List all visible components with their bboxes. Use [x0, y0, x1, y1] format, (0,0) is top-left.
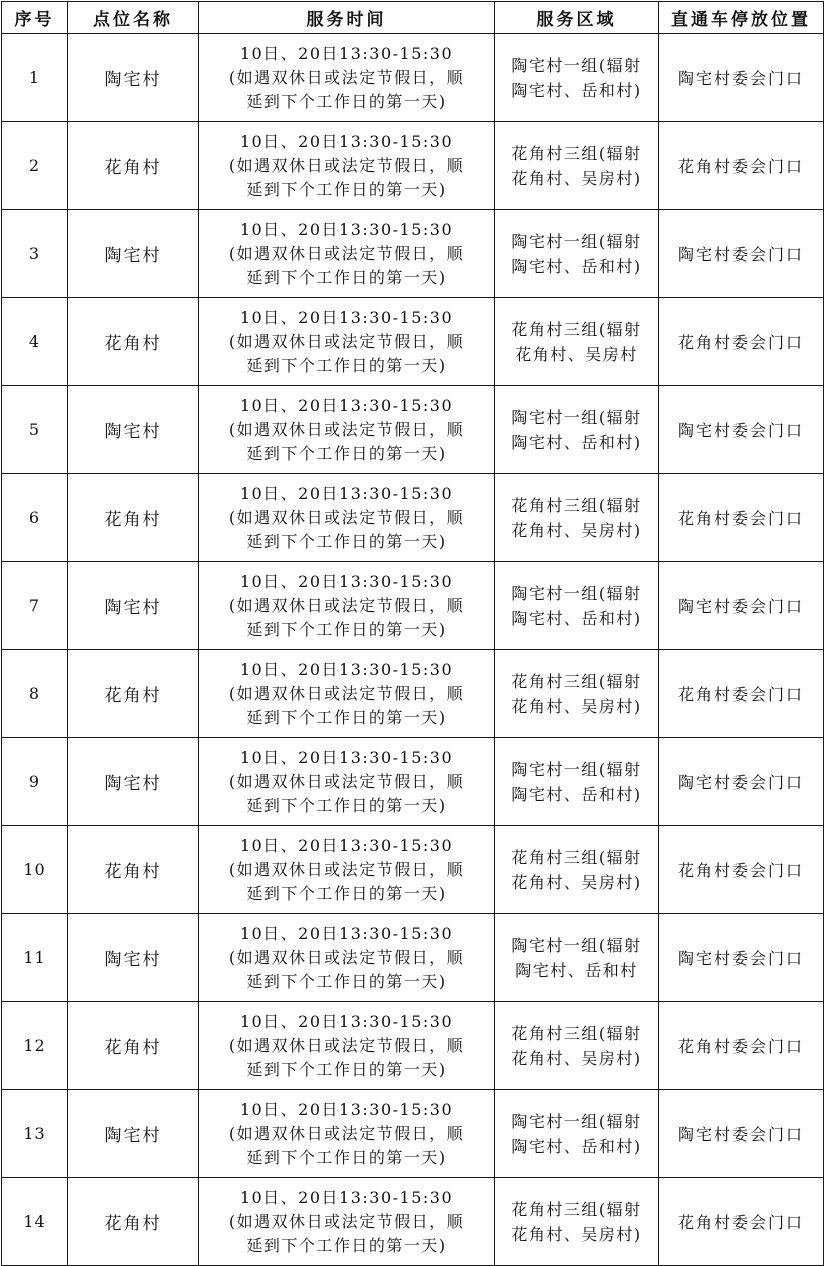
service-area-line: 花角村、吴房村) — [511, 1224, 642, 1244]
service-time-line: (如遇双休日或法定节假日，顺 — [228, 331, 465, 351]
serial-number-cell: 14 — [2, 1178, 68, 1266]
service-time-line: 延到下个工作日的第一天) — [246, 619, 447, 639]
service-time-cell — [199, 738, 495, 826]
service-area-line: 花角村三组(辐射 — [511, 495, 642, 515]
site-name-cell: 花角村 — [68, 298, 199, 386]
table-row — [2, 34, 824, 122]
service-area-line: 陶宅村一组(辐射 — [511, 231, 642, 251]
service-time-cell — [199, 1002, 495, 1090]
service-area-line: 花角村三组(辐射 — [511, 143, 642, 163]
service-area-line: 陶宅村、岳和村) — [511, 432, 642, 452]
table-row — [2, 210, 824, 298]
table-row — [2, 562, 824, 650]
table-row — [2, 650, 824, 738]
parking-location-cell: 陶宅村委会门口 — [659, 1090, 824, 1178]
parking-location-cell: 花角村委会门口 — [659, 1178, 824, 1266]
table-body — [2, 34, 824, 1266]
header-service-time: 服务时间 — [199, 2, 495, 34]
service-area-line: 陶宅村一组(辐射 — [511, 1111, 642, 1131]
service-time-line: (如遇双休日或法定节假日，顺 — [228, 507, 465, 527]
table-row — [2, 386, 824, 474]
serial-number-cell: 13 — [2, 1090, 68, 1178]
parking-location-cell: 陶宅村委会门口 — [659, 738, 824, 826]
serial-number-cell: 2 — [2, 122, 68, 210]
service-time-line: (如遇双休日或法定节假日，顺 — [228, 859, 465, 879]
service-time-cell — [199, 826, 495, 914]
service-time-line: 10日、20日13:30-15:30 — [239, 483, 454, 503]
service-time-line: (如遇双休日或法定节假日，顺 — [228, 683, 465, 703]
service-time-line: (如遇双休日或法定节假日，顺 — [228, 243, 465, 263]
service-area-cell — [495, 474, 659, 562]
site-name-cell: 陶宅村 — [68, 386, 199, 474]
service-time-line: 10日、20日13:30-15:30 — [239, 1011, 454, 1031]
service-time-cell — [199, 1178, 495, 1266]
service-area-cell — [495, 298, 659, 386]
table-header — [2, 2, 824, 34]
service-time-line: (如遇双休日或法定节假日，顺 — [228, 155, 465, 175]
service-time-line: 10日、20日13:30-15:30 — [239, 1099, 454, 1119]
service-time-cell — [199, 386, 495, 474]
service-area-line: 陶宅村、岳和村) — [511, 1136, 642, 1156]
service-time-line: (如遇双休日或法定节假日，顺 — [228, 595, 465, 615]
service-area-line: 陶宅村一组(辐射 — [511, 759, 642, 779]
service-time-line: (如遇双休日或法定节假日，顺 — [228, 419, 465, 439]
table-row — [2, 298, 824, 386]
table-row — [2, 1090, 824, 1178]
service-time-cell — [199, 474, 495, 562]
serial-number-cell: 7 — [2, 562, 68, 650]
service-time-line: 10日、20日13:30-15:30 — [239, 1187, 454, 1207]
service-area-line: 花角村三组(辐射 — [511, 1023, 642, 1043]
service-area-line: 陶宅村、岳和村) — [511, 256, 642, 276]
service-time-cell — [199, 914, 495, 1002]
service-time-line: 10日、20日13:30-15:30 — [239, 923, 454, 943]
site-name-cell: 花角村 — [68, 650, 199, 738]
service-time-line: 延到下个工作日的第一天) — [246, 883, 447, 903]
site-name-cell: 陶宅村 — [68, 34, 199, 122]
site-name-cell: 花角村 — [68, 1178, 199, 1266]
service-time-line: 10日、20日13:30-15:30 — [239, 659, 454, 679]
parking-location-cell: 花角村委会门口 — [659, 650, 824, 738]
service-time-line: 10日、20日13:30-15:30 — [239, 747, 454, 767]
service-area-cell — [495, 34, 659, 122]
header-site-name: 点位名称 — [68, 2, 199, 34]
service-time-line: (如遇双休日或法定节假日，顺 — [228, 67, 465, 87]
service-area-line: 陶宅村一组(辐射 — [511, 583, 642, 603]
table-row — [2, 1178, 824, 1266]
site-name-cell: 陶宅村 — [68, 914, 199, 1002]
site-name-cell: 花角村 — [68, 122, 199, 210]
service-area-line: 花角村、吴房村) — [511, 1048, 642, 1068]
service-time-cell — [199, 210, 495, 298]
service-schedule-table — [1, 1, 824, 1266]
header-serial-number: 序号 — [2, 2, 68, 34]
service-time-line: 延到下个工作日的第一天) — [246, 91, 447, 111]
serial-number-cell: 8 — [2, 650, 68, 738]
service-time-line: (如遇双休日或法定节假日，顺 — [228, 771, 465, 791]
service-area-line: 花角村三组(辐射 — [511, 671, 642, 691]
service-time-line: (如遇双休日或法定节假日，顺 — [228, 947, 465, 967]
parking-location-cell: 花角村委会门口 — [659, 474, 824, 562]
service-time-line: 延到下个工作日的第一天) — [246, 1235, 447, 1255]
service-area-cell — [495, 914, 659, 1002]
table-row — [2, 1002, 824, 1090]
parking-location-cell: 陶宅村委会门口 — [659, 562, 824, 650]
service-time-line: 延到下个工作日的第一天) — [246, 267, 447, 287]
service-time-line: 10日、20日13:30-15:30 — [239, 43, 454, 63]
table-row — [2, 826, 824, 914]
service-area-cell — [495, 210, 659, 298]
service-area-line: 陶宅村一组(辐射 — [511, 407, 642, 427]
serial-number-cell: 1 — [2, 34, 68, 122]
parking-location-cell: 陶宅村委会门口 — [659, 386, 824, 474]
service-time-line: 10日、20日13:30-15:30 — [239, 571, 454, 591]
service-time-cell — [199, 562, 495, 650]
header-service-area: 服务区域 — [495, 2, 659, 34]
service-time-line: (如遇双休日或法定节假日，顺 — [228, 1211, 465, 1231]
service-area-line: 陶宅村、岳和村) — [511, 608, 642, 628]
service-time-line: 10日、20日13:30-15:30 — [239, 307, 454, 327]
service-area-line: 花角村三组(辐射 — [511, 1199, 642, 1219]
parking-location-cell: 花角村委会门口 — [659, 298, 824, 386]
service-time-line: (如遇双休日或法定节假日，顺 — [228, 1035, 465, 1055]
service-area-line: 花角村、吴房村 — [515, 344, 638, 364]
site-name-cell: 花角村 — [68, 474, 199, 562]
service-time-line: 10日、20日13:30-15:30 — [239, 835, 454, 855]
serial-number-cell: 10 — [2, 826, 68, 914]
service-time-cell — [199, 298, 495, 386]
service-area-line: 花角村、吴房村) — [511, 520, 642, 540]
service-time-line: 延到下个工作日的第一天) — [246, 1147, 447, 1167]
service-area-line: 陶宅村一组(辐射 — [511, 55, 642, 75]
service-time-cell — [199, 650, 495, 738]
serial-number-cell: 11 — [2, 914, 68, 1002]
service-area-line: 陶宅村一组(辐射 — [511, 935, 642, 955]
serial-number-cell: 3 — [2, 210, 68, 298]
header-row — [2, 2, 824, 34]
serial-number-cell: 6 — [2, 474, 68, 562]
service-area-cell — [495, 738, 659, 826]
service-time-line: 延到下个工作日的第一天) — [246, 355, 447, 375]
table-row — [2, 738, 824, 826]
service-area-cell — [495, 1090, 659, 1178]
service-time-line: 延到下个工作日的第一天) — [246, 707, 447, 727]
service-area-line: 花角村三组(辐射 — [511, 319, 642, 339]
service-time-line: (如遇双休日或法定节假日，顺 — [228, 1123, 465, 1143]
parking-location-cell: 陶宅村委会门口 — [659, 34, 824, 122]
table-row — [2, 122, 824, 210]
service-time-line: 延到下个工作日的第一天) — [246, 443, 447, 463]
service-time-cell — [199, 1090, 495, 1178]
parking-location-cell: 花角村委会门口 — [659, 1002, 824, 1090]
service-time-line: 延到下个工作日的第一天) — [246, 795, 447, 815]
serial-number-cell: 5 — [2, 386, 68, 474]
service-area-line: 花角村、吴房村) — [511, 872, 642, 892]
parking-location-cell: 花角村委会门口 — [659, 826, 824, 914]
service-time-line: 延到下个工作日的第一天) — [246, 531, 447, 551]
site-name-cell: 花角村 — [68, 826, 199, 914]
service-time-line: 延到下个工作日的第一天) — [246, 971, 447, 991]
service-time-line: 10日、20日13:30-15:30 — [239, 219, 454, 239]
header-parking-location: 直通车停放位置 — [659, 2, 824, 34]
serial-number-cell: 12 — [2, 1002, 68, 1090]
parking-location-cell: 陶宅村委会门口 — [659, 210, 824, 298]
service-area-cell — [495, 386, 659, 474]
table-row — [2, 914, 824, 1002]
service-time-line: 延到下个工作日的第一天) — [246, 179, 447, 199]
serial-number-cell: 4 — [2, 298, 68, 386]
service-area-cell — [495, 826, 659, 914]
service-time-line: 延到下个工作日的第一天) — [246, 1059, 447, 1079]
service-time-line: 10日、20日13:30-15:30 — [239, 395, 454, 415]
service-area-line: 花角村、吴房村) — [511, 696, 642, 716]
service-area-line: 陶宅村、岳和村) — [511, 784, 642, 804]
site-name-cell: 陶宅村 — [68, 210, 199, 298]
site-name-cell: 陶宅村 — [68, 562, 199, 650]
parking-location-cell: 花角村委会门口 — [659, 122, 824, 210]
table-row — [2, 474, 824, 562]
service-area-cell — [495, 562, 659, 650]
service-area-line: 陶宅村、岳和村) — [511, 80, 642, 100]
service-area-line: 陶宅村、岳和村 — [515, 960, 638, 980]
service-time-line: 10日、20日13:30-15:30 — [239, 131, 454, 151]
site-name-cell: 陶宅村 — [68, 738, 199, 826]
service-area-line: 花角村、吴房村) — [511, 168, 642, 188]
site-name-cell: 花角村 — [68, 1002, 199, 1090]
serial-number-cell: 9 — [2, 738, 68, 826]
service-area-line: 花角村三组(辐射 — [511, 847, 642, 867]
service-area-cell — [495, 122, 659, 210]
service-time-cell — [199, 122, 495, 210]
parking-location-cell: 陶宅村委会门口 — [659, 914, 824, 1002]
service-time-cell — [199, 34, 495, 122]
site-name-cell: 陶宅村 — [68, 1090, 199, 1178]
service-area-cell — [495, 1002, 659, 1090]
service-area-cell — [495, 650, 659, 738]
service-area-cell — [495, 1178, 659, 1266]
